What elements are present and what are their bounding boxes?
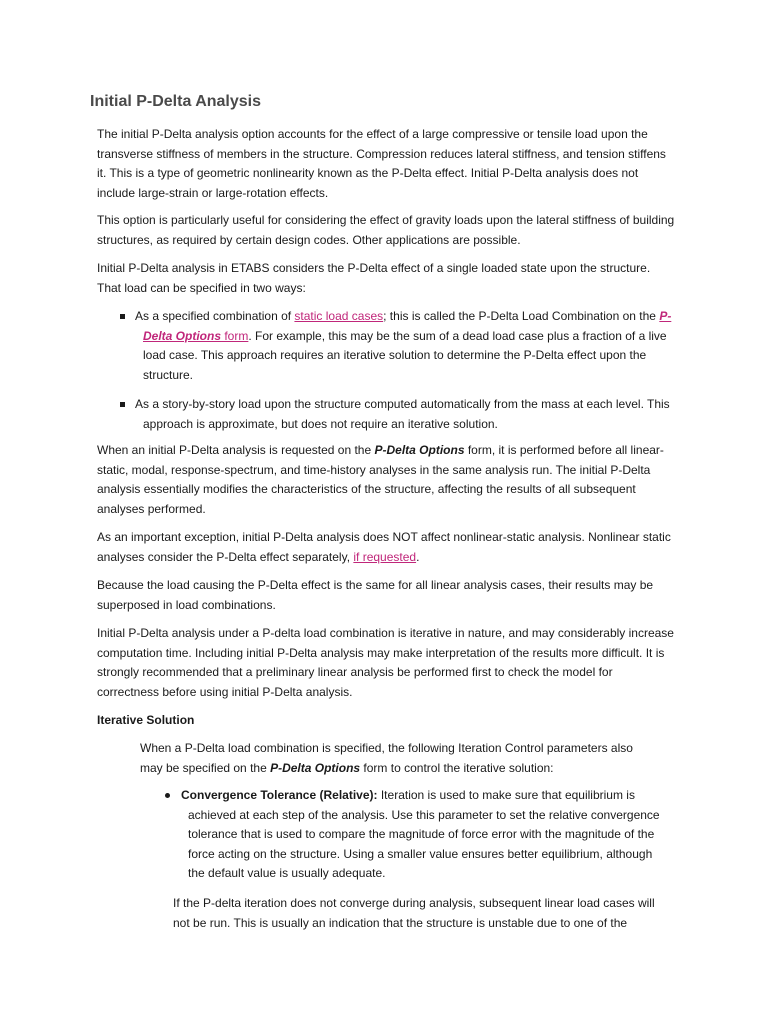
bullet-dot-icon <box>165 793 170 798</box>
paragraph-text: When a P-Delta load combination is specified, the following Iteration Control parameters also may be specified on the <box>140 741 633 775</box>
bullet-text: As a specified combination of <box>135 309 295 323</box>
bullet-item-combination <box>135 307 673 385</box>
intro-paragraph: The initial P-Delta analysis option accounts for the effect of a large compressive or tensile load upon the transverse stiffness of members in the structure. Compression reduces lateral stiffness, and tension stiffens it. This is a type of geometric nonlinearity known as the P-Delta effect. Initial P-Delta analysis does not include large-strain or large-rotation effects. <box>97 127 666 200</box>
exception-paragraph <box>97 528 677 567</box>
etabs-paragraph: Initial P-Delta analysis in ETABS considers the P-Delta effect of a single loaded state upon the structure. That load can be specified in two ways: <box>97 261 651 295</box>
bullet-item-story: As a story-by-story load upon the structure computed automatically from the mass at each level. This approach is approximate, but does not require an iterative solution. <box>135 397 670 431</box>
paragraph-text: When an initial P-Delta analysis is requested on the <box>97 443 375 457</box>
convergence-tolerance-text: Iteration is used to make sure that equilibrium is achieved at each step of the analysis. Use this parameter to set the relative convergence tolerance that is used to compare the magnitude of force error with the magnitude of the force acting on the structure. Using a smaller value ensures better equilibrium, although the default value is usually adequate. <box>188 788 660 880</box>
paragraph-text: As an important exception, initial P-Delta analysis does NOT affect nonlinear-static analysis. Nonlinear static analyses consider the P-Delta effect separately, <box>97 530 671 564</box>
bullet-square-icon <box>120 402 125 407</box>
p-delta-options-emphasis: P-Delta Options <box>270 760 361 775</box>
p-delta-options-link[interactable]: P-Delta Options <box>143 309 672 343</box>
usage-paragraph: This option is particularly useful for considering the effect of gravity loads upon the lateral stiffness of building structures, as required by certain design codes. Other applications are possible. <box>97 213 675 247</box>
execution-paragraph <box>97 441 677 519</box>
iteration-control-paragraph <box>140 739 640 778</box>
convergence-tolerance-item <box>181 786 668 884</box>
p-delta-options-emphasis: P-Delta Options <box>374 443 465 457</box>
section-heading-iterative: Iterative Solution <box>97 713 195 727</box>
non-convergence-paragraph: If the P-delta iteration does not converge during analysis, subsequent linear load cases will not be run. This is usually an indication that the structure is unstable due to one of the <box>173 896 655 930</box>
paragraph-text: . <box>416 549 420 564</box>
bullet-text: . For example, this may be the sum of a dead load case plus a fraction of a live load case. This approach requires an iterative solution to determine the P-Delta effect upon the structure. <box>143 328 667 382</box>
convergence-tolerance-label: Convergence Tolerance (Relative): <box>181 788 378 802</box>
paragraph-text: form, it is performed before all linear-static, modal, response-spectrum, and time-history analyses in the same analysis run. The initial P-Delta analysis essentially modifies the characteristics of the structure, affecting the results of all subsequent analyses performed. <box>97 443 664 516</box>
if-requested-link[interactable]: if requested <box>353 549 417 564</box>
bullet-text: ; this is called the P-Delta Load Combination on the <box>383 309 660 323</box>
static-load-cases-link[interactable]: static load cases <box>294 309 384 323</box>
paragraph-text: form to control the iterative solution: <box>360 760 554 775</box>
form-link[interactable]: form <box>221 328 249 343</box>
page-title: Initial P-Delta Analysis <box>90 93 262 110</box>
superposition-paragraph: Because the load causing the P-Delta effect is the same for all linear analysis cases, their results may be superposed in load combinations. <box>97 578 654 612</box>
computation-paragraph: Initial P-Delta analysis under a P-delta load combination is iterative in nature, and may considerably increase computation time. Including initial P-Delta analysis may make interpretation of the results more difficult. It is strongly recommended that a preliminary linear analysis be performed first to check the model for correctness before using initial P-Delta analysis. <box>97 626 674 699</box>
bullet-square-icon <box>120 314 125 319</box>
